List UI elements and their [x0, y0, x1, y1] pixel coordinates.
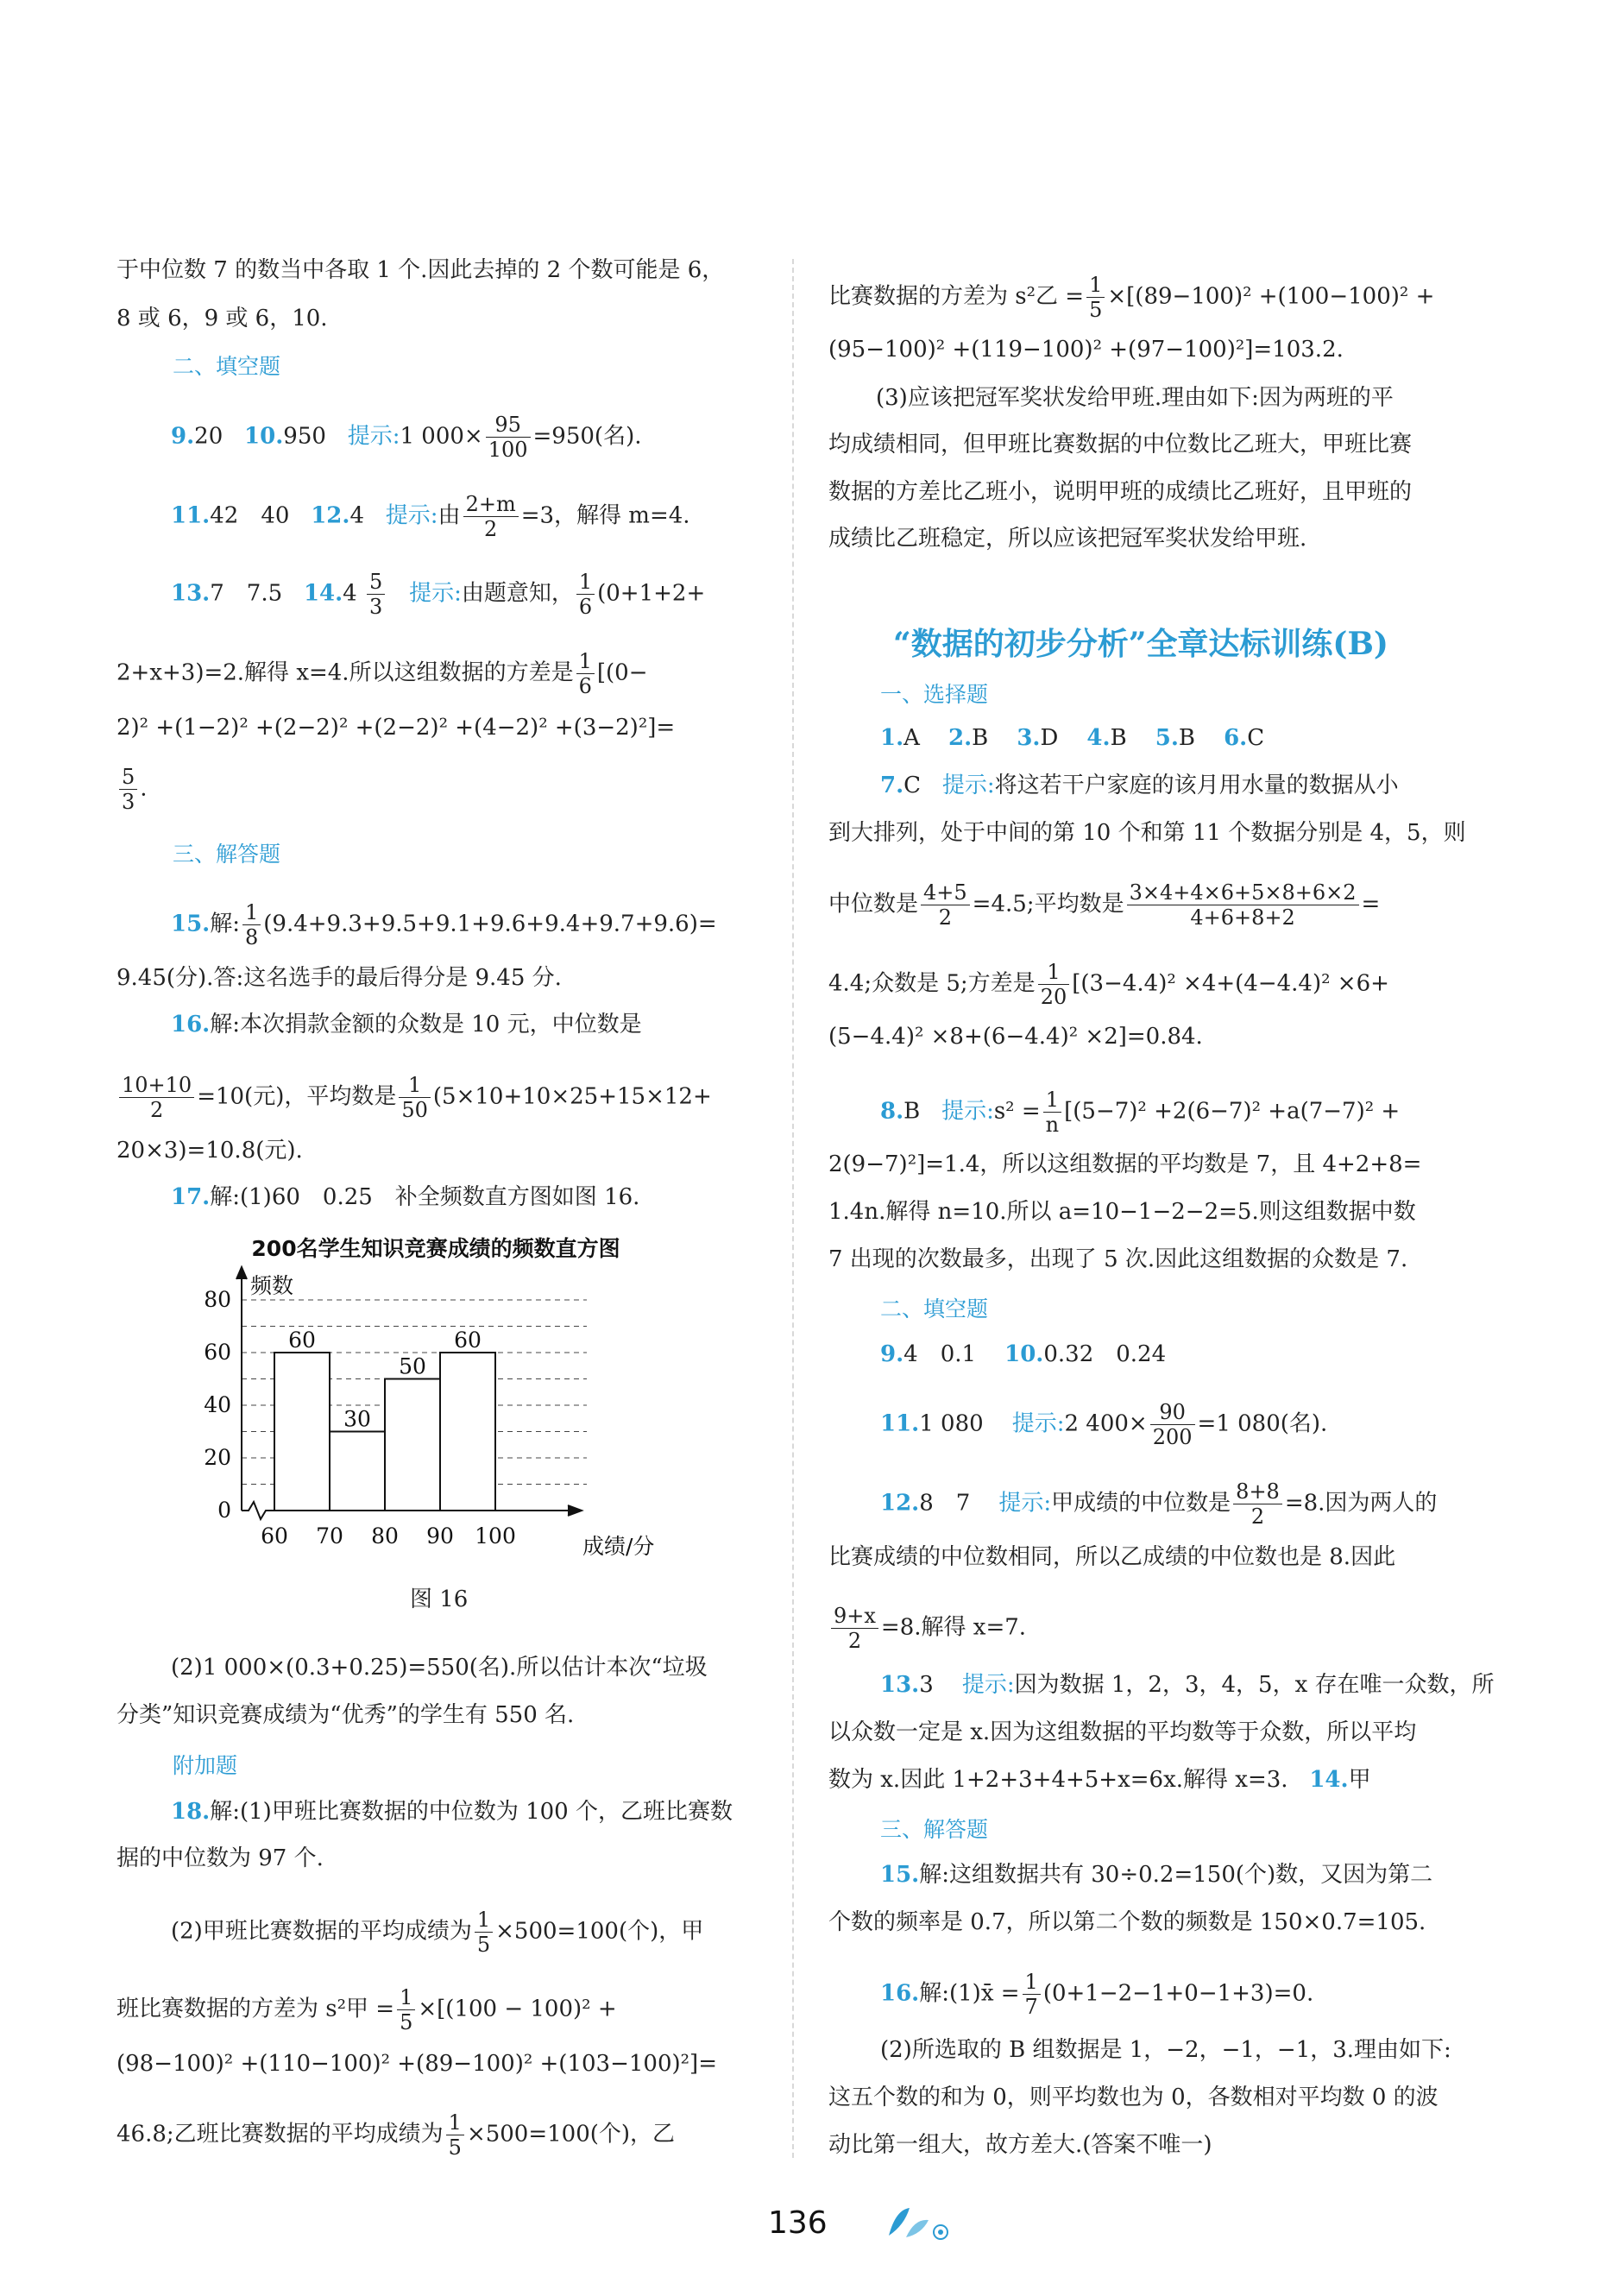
answer-line: 15.解:这组数据共有 30÷0.2=150(个)数，又因为第二 — [880, 1862, 1433, 1888]
leaf-ornament-icon — [880, 2201, 958, 2244]
text-line: $\frac{5}{3}$ . — [116, 765, 148, 814]
y-tick-label: 0 — [217, 1498, 231, 1523]
text-line: 中位数是 $\frac{4+5}{2}$ =4.5;平均数是 $\frac{3\times 4+4\times 6+5\times 8+6\times 2}{4+6+8+2}$ = — [828, 880, 1381, 930]
x-tick-label: 60 — [261, 1523, 288, 1549]
y-axis-label: 频数 — [250, 1273, 294, 1298]
text-line: (2)1 000×(0.3+0.25)=550(名).所以估计本次“垃圾 — [171, 1655, 708, 1681]
text-line: 2+x+3)=2.解得 x=4.所以这组数据的方差是 $\frac{1}{6}$ [(0− — [116, 649, 648, 698]
answer-line: 17.解:(1)60 0.25 补全频数直方图如图 16. — [171, 1184, 640, 1210]
answer-line: 15.解: $\frac{1}{8}$ (9.4+9.3+9.5+9.1+9.6+9.4+9.7+9.6)= — [171, 900, 717, 949]
bar-value-label: 60 — [288, 1328, 316, 1353]
text-line: 4.4;众数是 5;方差是 $\frac{1}{20}$ [(3−4.4)² ×4+(4−4.4)² ×6+ — [828, 960, 1389, 1009]
x-tick-label: 80 — [371, 1523, 399, 1549]
text-line: 动比第一组大，故方差大.(答案不唯一) — [828, 2132, 1212, 2158]
y-tick-label: 80 — [204, 1287, 231, 1312]
answer-line: 9.4 0.1 10.0.32 0.24 — [880, 1341, 1167, 1367]
section-title-answers: 三、解答题 — [173, 842, 281, 867]
text-line: (5−4.4)² ×8+(6−4.4)² ×2]=0.84. — [828, 1024, 1203, 1050]
y-axis-arrow — [236, 1267, 247, 1279]
text-line: 1.4n.解得 n=10.所以 a=10−1−2−2=5.则这组数据中数 — [828, 1199, 1416, 1225]
text-line: 到大排列，处于中间的第 10 个和第 11 个数据分别是 4，5，则 — [828, 820, 1466, 846]
answer-line: 9.20 10.950 提示:1 000× $\frac{95}{100}$ =950(名). — [171, 413, 642, 462]
text-line: 据的中位数为 97 个. — [116, 1845, 324, 1871]
chapter-heading: “数据的初步分析”全章达标训练(B) — [893, 626, 1388, 662]
column-divider — [792, 259, 794, 2158]
answer-line: 16.解:(1)x̄ = $\frac{1}{7}$ (0+1−2−1+0−1+3)=0. — [880, 1970, 1314, 2019]
text-line: $\frac{9+x}{2}$ =8.解得 x=7. — [828, 1604, 1026, 1653]
chart-title: 200名学生知识竞赛成绩的频数直方图 — [251, 1236, 620, 1261]
text-line: 个数的频率是 0.7，所以第二个数的频数是 150×0.7=105. — [828, 1909, 1426, 1935]
bar-value-label: 30 — [343, 1406, 371, 1432]
text-line: (95−100)² +(119−100)² +(97−100)²]=103.2. — [828, 337, 1344, 363]
frequency-histogram — [155, 1226, 708, 1571]
figure-caption: 图 16 — [410, 1586, 469, 1612]
section-title-choice: 一、选择题 — [880, 682, 989, 707]
text-line: 班比赛数据的方差为 s²甲 = $\frac{1}{5}$ ×[(100 − 100)² + — [116, 1985, 617, 2034]
answer-line: 11.42 40 12.4 提示:由 $\frac{2+m}{2}$ =3，解得 m=4. — [171, 492, 690, 541]
text-line: 比赛成绩的中位数相同，所以乙成绩的中位数也是 8.因此 — [828, 1544, 1396, 1570]
text-line: 这五个数的和为 0，则平均数也为 0，各数相对平均数 0 的波 — [828, 2085, 1439, 2110]
x-tick-label: 90 — [426, 1523, 454, 1549]
text-line: 比赛数据的方差为 s²乙 = $\frac{1}{5}$ ×[(89−100)² +(100−100)² + — [828, 273, 1435, 322]
bar-value-label: 50 — [399, 1353, 426, 1379]
histogram-bar — [440, 1353, 495, 1511]
section-title-fill: 二、填空题 — [173, 354, 281, 379]
text-line: (3)应该把冠军奖状发给甲班.理由如下:因为两班的平 — [876, 385, 1394, 411]
answer-line: 13.3 提示:因为数据 1，2，3，4，5，x 存在唯一众数，所 — [880, 1672, 1495, 1698]
x-axis-label: 成绩/分 — [582, 1534, 655, 1559]
answer-line: 8.B 提示:s² = $\frac{1}{n}$ [(5−7)² +2(6−7)² +a(7−7)² + — [880, 1088, 1401, 1137]
text-line: (2)所选取的 B 组数据是 1，−2，−1，−1，3.理由如下: — [880, 2037, 1451, 2063]
text-line: 8 或 6，9 或 6，10. — [116, 306, 328, 331]
answer-line: 7.C 提示:将这若干户家庭的该月用水量的数据从小 — [880, 773, 1399, 798]
choice-answers: 1.A 2.B 3.D 4.B 5.B 6.C — [880, 725, 1265, 751]
text-line: 以众数一定是 x.因为这组数据的平均数等于众数，所以平均 — [828, 1719, 1417, 1745]
y-tick-label: 60 — [204, 1340, 231, 1365]
text-line: 数据的方差比乙班小，说明甲班的成绩比乙班好，且甲班的 — [828, 479, 1413, 505]
answer-line: 11.1 080 提示:2 400× $\frac{90}{200}$ =1 080(名). — [880, 1400, 1328, 1449]
y-tick-label: 40 — [204, 1392, 231, 1417]
x-tick-label: 70 — [316, 1523, 343, 1549]
text-line: 7 出现的次数最多，出现了 5 次.因此这组数据的众数是 7. — [828, 1246, 1408, 1272]
section-title-fill-b: 二、填空题 — [880, 1296, 989, 1321]
x-axis-arrow — [568, 1505, 582, 1516]
answer-line: 16.解:本次捐款金额的众数是 10 元，中位数是 — [171, 1012, 642, 1038]
page-number: 136 — [768, 2205, 828, 2241]
answer-line: 12.8 7 提示:甲成绩的中位数是 $\frac{8+8}{2}$ =8.因为两人的 — [880, 1479, 1438, 1529]
text-line: (2)甲班比赛数据的平均成绩为 $\frac{1}{5}$ ×500=100(个)，甲 — [171, 1908, 704, 1957]
text-line: (98−100)² +(110−100)² +(89−100)² +(103−100)²]= — [116, 2051, 717, 2077]
text-line: 20×3)=10.8(元). — [116, 1138, 303, 1164]
x-tick-label: 100 — [475, 1523, 516, 1549]
text-line: 数为 x.因此 1+2+3+4+5+x=6x.解得 x=3. 14.甲 — [828, 1767, 1371, 1793]
text-line: 成绩比乙班稳定，所以应该把冠军奖状发给甲班. — [828, 526, 1307, 552]
text-line: 9.45(分).答:这名选手的最后得分是 9.45 分. — [116, 965, 562, 991]
text-line: $\frac{10+10}{2}$ =10(元)，平均数是 $\frac{1}{50}$ (5×10+10×25+15×12+ — [116, 1073, 712, 1122]
answer-line: 18.解:(1)甲班比赛数据的中位数为 100 个，乙班比赛数 — [171, 1799, 733, 1825]
histogram-bar — [330, 1432, 385, 1511]
text-line: 2)² +(1−2)² +(2−2)² +(2−2)² +(4−2)² +(3−2)²]= — [116, 715, 676, 741]
section-title-answers-b: 三、解答题 — [880, 1817, 989, 1842]
text-line: 均成绩相同，但甲班比赛数据的中位数比乙班大，甲班比赛 — [828, 432, 1413, 457]
bar-value-label: 60 — [454, 1328, 482, 1353]
histogram-bar — [274, 1353, 330, 1511]
text-line: 2(9−7)²]=1.4，所以这组数据的平均数是 7，且 4+2+8= — [828, 1151, 1422, 1177]
text-line: 46.8;乙班比赛数据的平均成绩为 $\frac{1}{5}$ ×500=100(个)，乙 — [116, 2110, 676, 2160]
answer-line: 13.7 7.5 14.4 $\frac{5}{3}$ 提示:由题意知， $\frac{1}{6}$ (0+1+2+ — [171, 570, 706, 619]
histogram-bar — [385, 1379, 440, 1511]
text-line: 分类”知识竞赛成绩为“优秀”的学生有 550 名. — [116, 1702, 575, 1728]
y-tick-label: 20 — [204, 1445, 231, 1470]
section-title-extra: 附加题 — [173, 1753, 238, 1778]
text-line: 于中位数 7 的数当中各取 1 个.因此去掉的 2 个数可能是 6， — [116, 257, 725, 283]
